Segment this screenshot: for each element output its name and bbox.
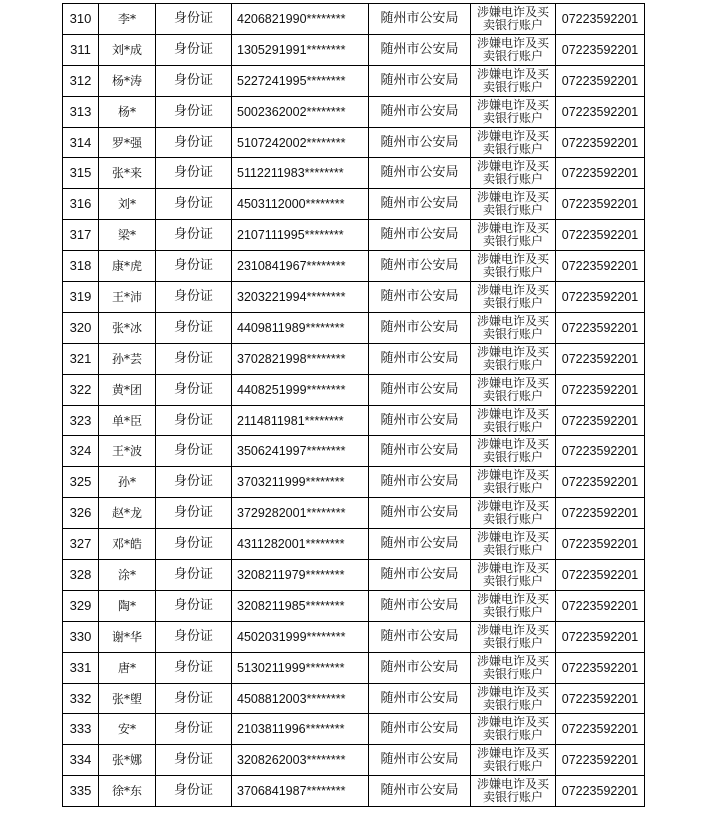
reason-cell (471, 158, 556, 189)
reason-cell (471, 4, 556, 35)
id-number-cell: 3506241997******** (232, 436, 369, 467)
reason-line: 涉嫌电诈及买 (476, 375, 549, 390)
contact-phone-cell: 07223592201 (556, 590, 645, 621)
contact-phone-cell: 07223592201 (556, 467, 645, 498)
table-row (63, 282, 645, 313)
row-number-cell: 331 (63, 652, 99, 683)
reason-line: 卖银行账户 (482, 512, 543, 527)
contact-phone-cell: 07223592201 (556, 220, 645, 251)
reason-line: 卖银行账户 (482, 759, 543, 774)
person-name-cell: 王*沛 (99, 282, 156, 313)
person-name-cell: 邓*皓 (99, 529, 156, 560)
person-name-cell: 张*塱 (99, 683, 156, 714)
authority-cell: 随州市公安局 (369, 683, 471, 714)
id-type-cell: 身份证 (156, 621, 232, 652)
person-name-cell: 单*臣 (99, 405, 156, 436)
contact-phone-cell: 07223592201 (556, 560, 645, 591)
contact-phone-cell: 07223592201 (556, 652, 645, 683)
reason-line: 卖银行账户 (482, 543, 543, 558)
reason-cell (471, 189, 556, 220)
id-type-cell: 身份证 (156, 529, 232, 560)
id-number-cell: 4508812003******** (232, 683, 369, 714)
id-number-cell: 3729282001******** (232, 498, 369, 529)
authority-cell: 随州市公安局 (369, 343, 471, 374)
reason-line: 卖银行账户 (482, 604, 543, 619)
person-name-cell: 罗*强 (99, 127, 156, 158)
person-name-cell: 王*波 (99, 436, 156, 467)
reason-line: 涉嫌电诈及买 (476, 4, 549, 19)
reason-cell (471, 65, 556, 96)
person-name-cell: 陶* (99, 590, 156, 621)
id-number-cell: 4503112000******** (232, 189, 369, 220)
row-number-cell: 321 (63, 343, 99, 374)
reason-line: 涉嫌电诈及买 (476, 313, 549, 328)
authority-cell: 随州市公安局 (369, 467, 471, 498)
id-type-cell: 身份证 (156, 251, 232, 282)
reason-line: 涉嫌电诈及买 (476, 35, 549, 50)
id-type-cell: 身份证 (156, 34, 232, 65)
reason-line: 卖银行账户 (482, 234, 543, 249)
reason-cell (471, 251, 556, 282)
reason-line: 卖银行账户 (482, 697, 543, 712)
row-number-cell: 316 (63, 189, 99, 220)
contact-phone-cell: 07223592201 (556, 776, 645, 807)
reason-line: 涉嫌电诈及买 (476, 530, 549, 545)
id-type-cell: 身份证 (156, 127, 232, 158)
reason-line: 卖银行账户 (482, 635, 543, 650)
authority-cell: 随州市公安局 (369, 189, 471, 220)
reason-line: 涉嫌电诈及买 (476, 499, 549, 514)
reason-cell (471, 467, 556, 498)
id-number-cell: 5130211999******** (232, 652, 369, 683)
person-name-cell: 孙*芸 (99, 343, 156, 374)
row-number-cell: 320 (63, 312, 99, 343)
reason-line: 卖银行账户 (482, 450, 543, 465)
person-name-cell: 张*娜 (99, 745, 156, 776)
reason-cell (471, 683, 556, 714)
reason-line: 涉嫌电诈及买 (476, 591, 549, 606)
table-row (63, 251, 645, 282)
reason-cell (471, 560, 556, 591)
reason-cell (471, 282, 556, 313)
table-row (63, 714, 645, 745)
table-row (63, 220, 645, 251)
contact-phone-cell: 07223592201 (556, 127, 645, 158)
authority-cell: 随州市公安局 (369, 374, 471, 405)
id-number-cell: 2103811996******** (232, 714, 369, 745)
reason-line: 涉嫌电诈及买 (476, 684, 549, 699)
contact-phone-cell: 07223592201 (556, 158, 645, 189)
reason-cell (471, 590, 556, 621)
person-name-cell: 黄*团 (99, 374, 156, 405)
reason-line: 涉嫌电诈及买 (476, 406, 549, 421)
table-row (63, 467, 645, 498)
reason-line: 卖银行账户 (482, 728, 543, 743)
authority-cell: 随州市公安局 (369, 652, 471, 683)
reason-line: 涉嫌电诈及买 (476, 622, 549, 637)
authority-cell: 随州市公安局 (369, 498, 471, 529)
reason-line: 卖银行账户 (482, 666, 543, 681)
authority-cell: 随州市公安局 (369, 34, 471, 65)
contact-phone-cell: 07223592201 (556, 189, 645, 220)
authority-cell: 随州市公安局 (369, 714, 471, 745)
table-body (63, 4, 645, 807)
contact-phone-cell: 07223592201 (556, 714, 645, 745)
reason-cell (471, 714, 556, 745)
reason-line: 涉嫌电诈及买 (476, 66, 549, 81)
row-number-cell: 327 (63, 529, 99, 560)
row-number-cell: 317 (63, 220, 99, 251)
authority-cell: 随州市公安局 (369, 158, 471, 189)
id-number-cell: 5227241995******** (232, 65, 369, 96)
id-type-cell: 身份证 (156, 65, 232, 96)
person-name-cell: 梁* (99, 220, 156, 251)
reason-line: 涉嫌电诈及买 (476, 344, 549, 359)
contact-phone-cell: 07223592201 (556, 745, 645, 776)
contact-phone-cell: 07223592201 (556, 282, 645, 313)
row-number-cell: 323 (63, 405, 99, 436)
row-number-cell: 311 (63, 34, 99, 65)
row-number-cell: 318 (63, 251, 99, 282)
id-number-cell: 3208211979******** (232, 560, 369, 591)
id-number-cell: 2310841967******** (232, 251, 369, 282)
person-name-cell: 张*冰 (99, 312, 156, 343)
row-number-cell: 313 (63, 96, 99, 127)
authority-cell: 随州市公安局 (369, 96, 471, 127)
reason-cell (471, 374, 556, 405)
contact-phone-cell: 07223592201 (556, 405, 645, 436)
reason-cell (471, 343, 556, 374)
reason-line: 涉嫌电诈及买 (476, 468, 549, 483)
table-row (63, 776, 645, 807)
row-number-cell: 333 (63, 714, 99, 745)
id-type-cell: 身份证 (156, 498, 232, 529)
table-row (63, 436, 645, 467)
row-number-cell: 324 (63, 436, 99, 467)
authority-cell: 随州市公安局 (369, 560, 471, 591)
reason-line: 卖银行账户 (482, 481, 543, 496)
contact-phone-cell: 07223592201 (556, 251, 645, 282)
id-number-cell: 3203221994******** (232, 282, 369, 313)
id-type-cell: 身份证 (156, 776, 232, 807)
table-row (63, 343, 645, 374)
reason-cell (471, 745, 556, 776)
person-name-cell: 徐*东 (99, 776, 156, 807)
reason-line: 涉嫌电诈及买 (476, 128, 549, 143)
reason-line: 卖银行账户 (482, 79, 543, 94)
row-number-cell: 315 (63, 158, 99, 189)
authority-cell: 随州市公安局 (369, 282, 471, 313)
id-type-cell: 身份证 (156, 4, 232, 35)
authority-cell: 随州市公安局 (369, 621, 471, 652)
table-row (63, 529, 645, 560)
id-number-cell: 4502031999******** (232, 621, 369, 652)
table-row (63, 65, 645, 96)
reason-line: 卖银行账户 (482, 17, 543, 32)
id-type-cell: 身份证 (156, 189, 232, 220)
reason-line: 涉嫌电诈及买 (476, 159, 549, 174)
id-number-cell: 2107111995******** (232, 220, 369, 251)
row-number-cell: 326 (63, 498, 99, 529)
person-name-cell: 杨* (99, 96, 156, 127)
id-number-cell: 3706841987******** (232, 776, 369, 807)
row-number-cell: 332 (63, 683, 99, 714)
row-number-cell: 328 (63, 560, 99, 591)
reason-cell (471, 127, 556, 158)
id-number-cell: 4311282001******** (232, 529, 369, 560)
row-number-cell: 314 (63, 127, 99, 158)
reason-line: 卖银行账户 (482, 265, 543, 280)
person-name-cell: 康*虎 (99, 251, 156, 282)
person-name-cell: 孙* (99, 467, 156, 498)
reason-cell (471, 312, 556, 343)
id-type-cell: 身份证 (156, 714, 232, 745)
table-row (63, 34, 645, 65)
id-number-cell: 3702821998******** (232, 343, 369, 374)
id-number-cell: 3208262003******** (232, 745, 369, 776)
reason-cell (471, 405, 556, 436)
authority-cell: 随州市公安局 (369, 590, 471, 621)
reason-line: 涉嫌电诈及买 (476, 252, 549, 267)
row-number-cell: 335 (63, 776, 99, 807)
reason-line: 卖银行账户 (482, 573, 543, 588)
person-name-cell: 刘* (99, 189, 156, 220)
reason-cell (471, 220, 556, 251)
reason-cell (471, 621, 556, 652)
authority-cell: 随州市公安局 (369, 65, 471, 96)
contact-phone-cell: 07223592201 (556, 65, 645, 96)
id-type-cell: 身份证 (156, 683, 232, 714)
authority-cell: 随州市公安局 (369, 220, 471, 251)
contact-phone-cell: 07223592201 (556, 312, 645, 343)
id-number-cell: 3703211999******** (232, 467, 369, 498)
person-name-cell: 谢*华 (99, 621, 156, 652)
reason-cell (471, 652, 556, 683)
id-type-cell: 身份证 (156, 590, 232, 621)
id-number-cell: 3208211985******** (232, 590, 369, 621)
reason-line: 卖银行账户 (482, 172, 543, 187)
id-type-cell: 身份证 (156, 282, 232, 313)
row-number-cell: 322 (63, 374, 99, 405)
id-type-cell: 身份证 (156, 220, 232, 251)
person-name-cell: 唐* (99, 652, 156, 683)
reason-line: 卖银行账户 (482, 203, 543, 218)
contact-phone-cell: 07223592201 (556, 621, 645, 652)
contact-phone-cell: 07223592201 (556, 96, 645, 127)
id-number-cell: 5002362002******** (232, 96, 369, 127)
reason-cell (471, 776, 556, 807)
row-number-cell: 319 (63, 282, 99, 313)
table-row (63, 590, 645, 621)
row-number-cell: 310 (63, 4, 99, 35)
reason-line: 涉嫌电诈及买 (476, 221, 549, 236)
id-type-cell: 身份证 (156, 652, 232, 683)
table-row (63, 158, 645, 189)
table-row (63, 4, 645, 35)
id-type-cell: 身份证 (156, 745, 232, 776)
reason-line: 卖银行账户 (482, 357, 543, 372)
authority-cell: 随州市公安局 (369, 4, 471, 35)
id-type-cell: 身份证 (156, 560, 232, 591)
contact-phone-cell: 07223592201 (556, 4, 645, 35)
reason-cell (471, 96, 556, 127)
reason-line: 卖银行账户 (482, 141, 543, 156)
person-name-cell: 赵*龙 (99, 498, 156, 529)
table-row (63, 652, 645, 683)
person-name-cell: 安* (99, 714, 156, 745)
contact-phone-cell: 07223592201 (556, 683, 645, 714)
id-number-cell: 5112211983******** (232, 158, 369, 189)
person-name-cell: 涂* (99, 560, 156, 591)
authority-cell: 随州市公安局 (369, 745, 471, 776)
person-name-cell: 张*来 (99, 158, 156, 189)
person-name-cell: 刘*成 (99, 34, 156, 65)
id-number-cell: 5107242002******** (232, 127, 369, 158)
contact-phone-cell: 07223592201 (556, 498, 645, 529)
reason-line: 涉嫌电诈及买 (476, 777, 549, 792)
table-row (63, 683, 645, 714)
authority-cell: 随州市公安局 (369, 436, 471, 467)
contact-phone-cell: 07223592201 (556, 436, 645, 467)
table-row (63, 127, 645, 158)
person-name-cell: 杨*涛 (99, 65, 156, 96)
reason-line: 涉嫌电诈及买 (476, 653, 549, 668)
id-number-cell: 2114811981******** (232, 405, 369, 436)
table-row (63, 312, 645, 343)
reason-line: 卖银行账户 (482, 295, 543, 310)
row-number-cell: 325 (63, 467, 99, 498)
table-row (63, 745, 645, 776)
reason-line: 涉嫌电诈及买 (476, 97, 549, 112)
table-row (63, 96, 645, 127)
contact-phone-cell: 07223592201 (556, 374, 645, 405)
row-number-cell: 334 (63, 745, 99, 776)
id-type-cell: 身份证 (156, 343, 232, 374)
id-type-cell: 身份证 (156, 467, 232, 498)
reason-line: 涉嫌电诈及买 (476, 437, 549, 452)
person-name-cell: 李* (99, 4, 156, 35)
reason-line: 卖银行账户 (482, 48, 543, 63)
reason-line: 卖银行账户 (482, 326, 543, 341)
reason-line: 涉嫌电诈及买 (476, 560, 549, 575)
reason-line: 卖银行账户 (482, 419, 543, 434)
id-number-cell: 4409811989******** (232, 312, 369, 343)
row-number-cell: 312 (63, 65, 99, 96)
table-row (63, 374, 645, 405)
id-type-cell: 身份证 (156, 374, 232, 405)
reason-cell (471, 436, 556, 467)
authority-cell: 随州市公安局 (369, 251, 471, 282)
table-row (63, 560, 645, 591)
reason-line: 卖银行账户 (482, 388, 543, 403)
reason-line: 卖银行账户 (482, 110, 543, 125)
reason-cell (471, 529, 556, 560)
row-number-cell: 330 (63, 621, 99, 652)
id-type-cell: 身份证 (156, 96, 232, 127)
table-row (63, 498, 645, 529)
reason-line: 涉嫌电诈及买 (476, 282, 549, 297)
reason-line: 涉嫌电诈及买 (476, 746, 549, 761)
authority-cell: 随州市公安局 (369, 405, 471, 436)
authority-cell: 随州市公安局 (369, 312, 471, 343)
contact-phone-cell: 07223592201 (556, 343, 645, 374)
row-number-cell: 329 (63, 590, 99, 621)
record-table (62, 3, 645, 807)
table-row (63, 189, 645, 220)
id-number-cell: 1305291991******** (232, 34, 369, 65)
id-number-cell: 4408251999******** (232, 374, 369, 405)
id-type-cell: 身份证 (156, 405, 232, 436)
reason-line: 涉嫌电诈及买 (476, 715, 549, 730)
reason-cell (471, 498, 556, 529)
id-type-cell: 身份证 (156, 158, 232, 189)
reason-line: 卖银行账户 (482, 790, 543, 805)
id-type-cell: 身份证 (156, 436, 232, 467)
reason-cell (471, 34, 556, 65)
contact-phone-cell: 07223592201 (556, 34, 645, 65)
authority-cell: 随州市公安局 (369, 529, 471, 560)
contact-phone-cell: 07223592201 (556, 529, 645, 560)
id-type-cell: 身份证 (156, 312, 232, 343)
reason-line: 涉嫌电诈及买 (476, 190, 549, 205)
authority-cell: 随州市公安局 (369, 776, 471, 807)
id-number-cell: 4206821990******** (232, 4, 369, 35)
authority-cell: 随州市公安局 (369, 127, 471, 158)
table-row (63, 405, 645, 436)
table-row (63, 621, 645, 652)
